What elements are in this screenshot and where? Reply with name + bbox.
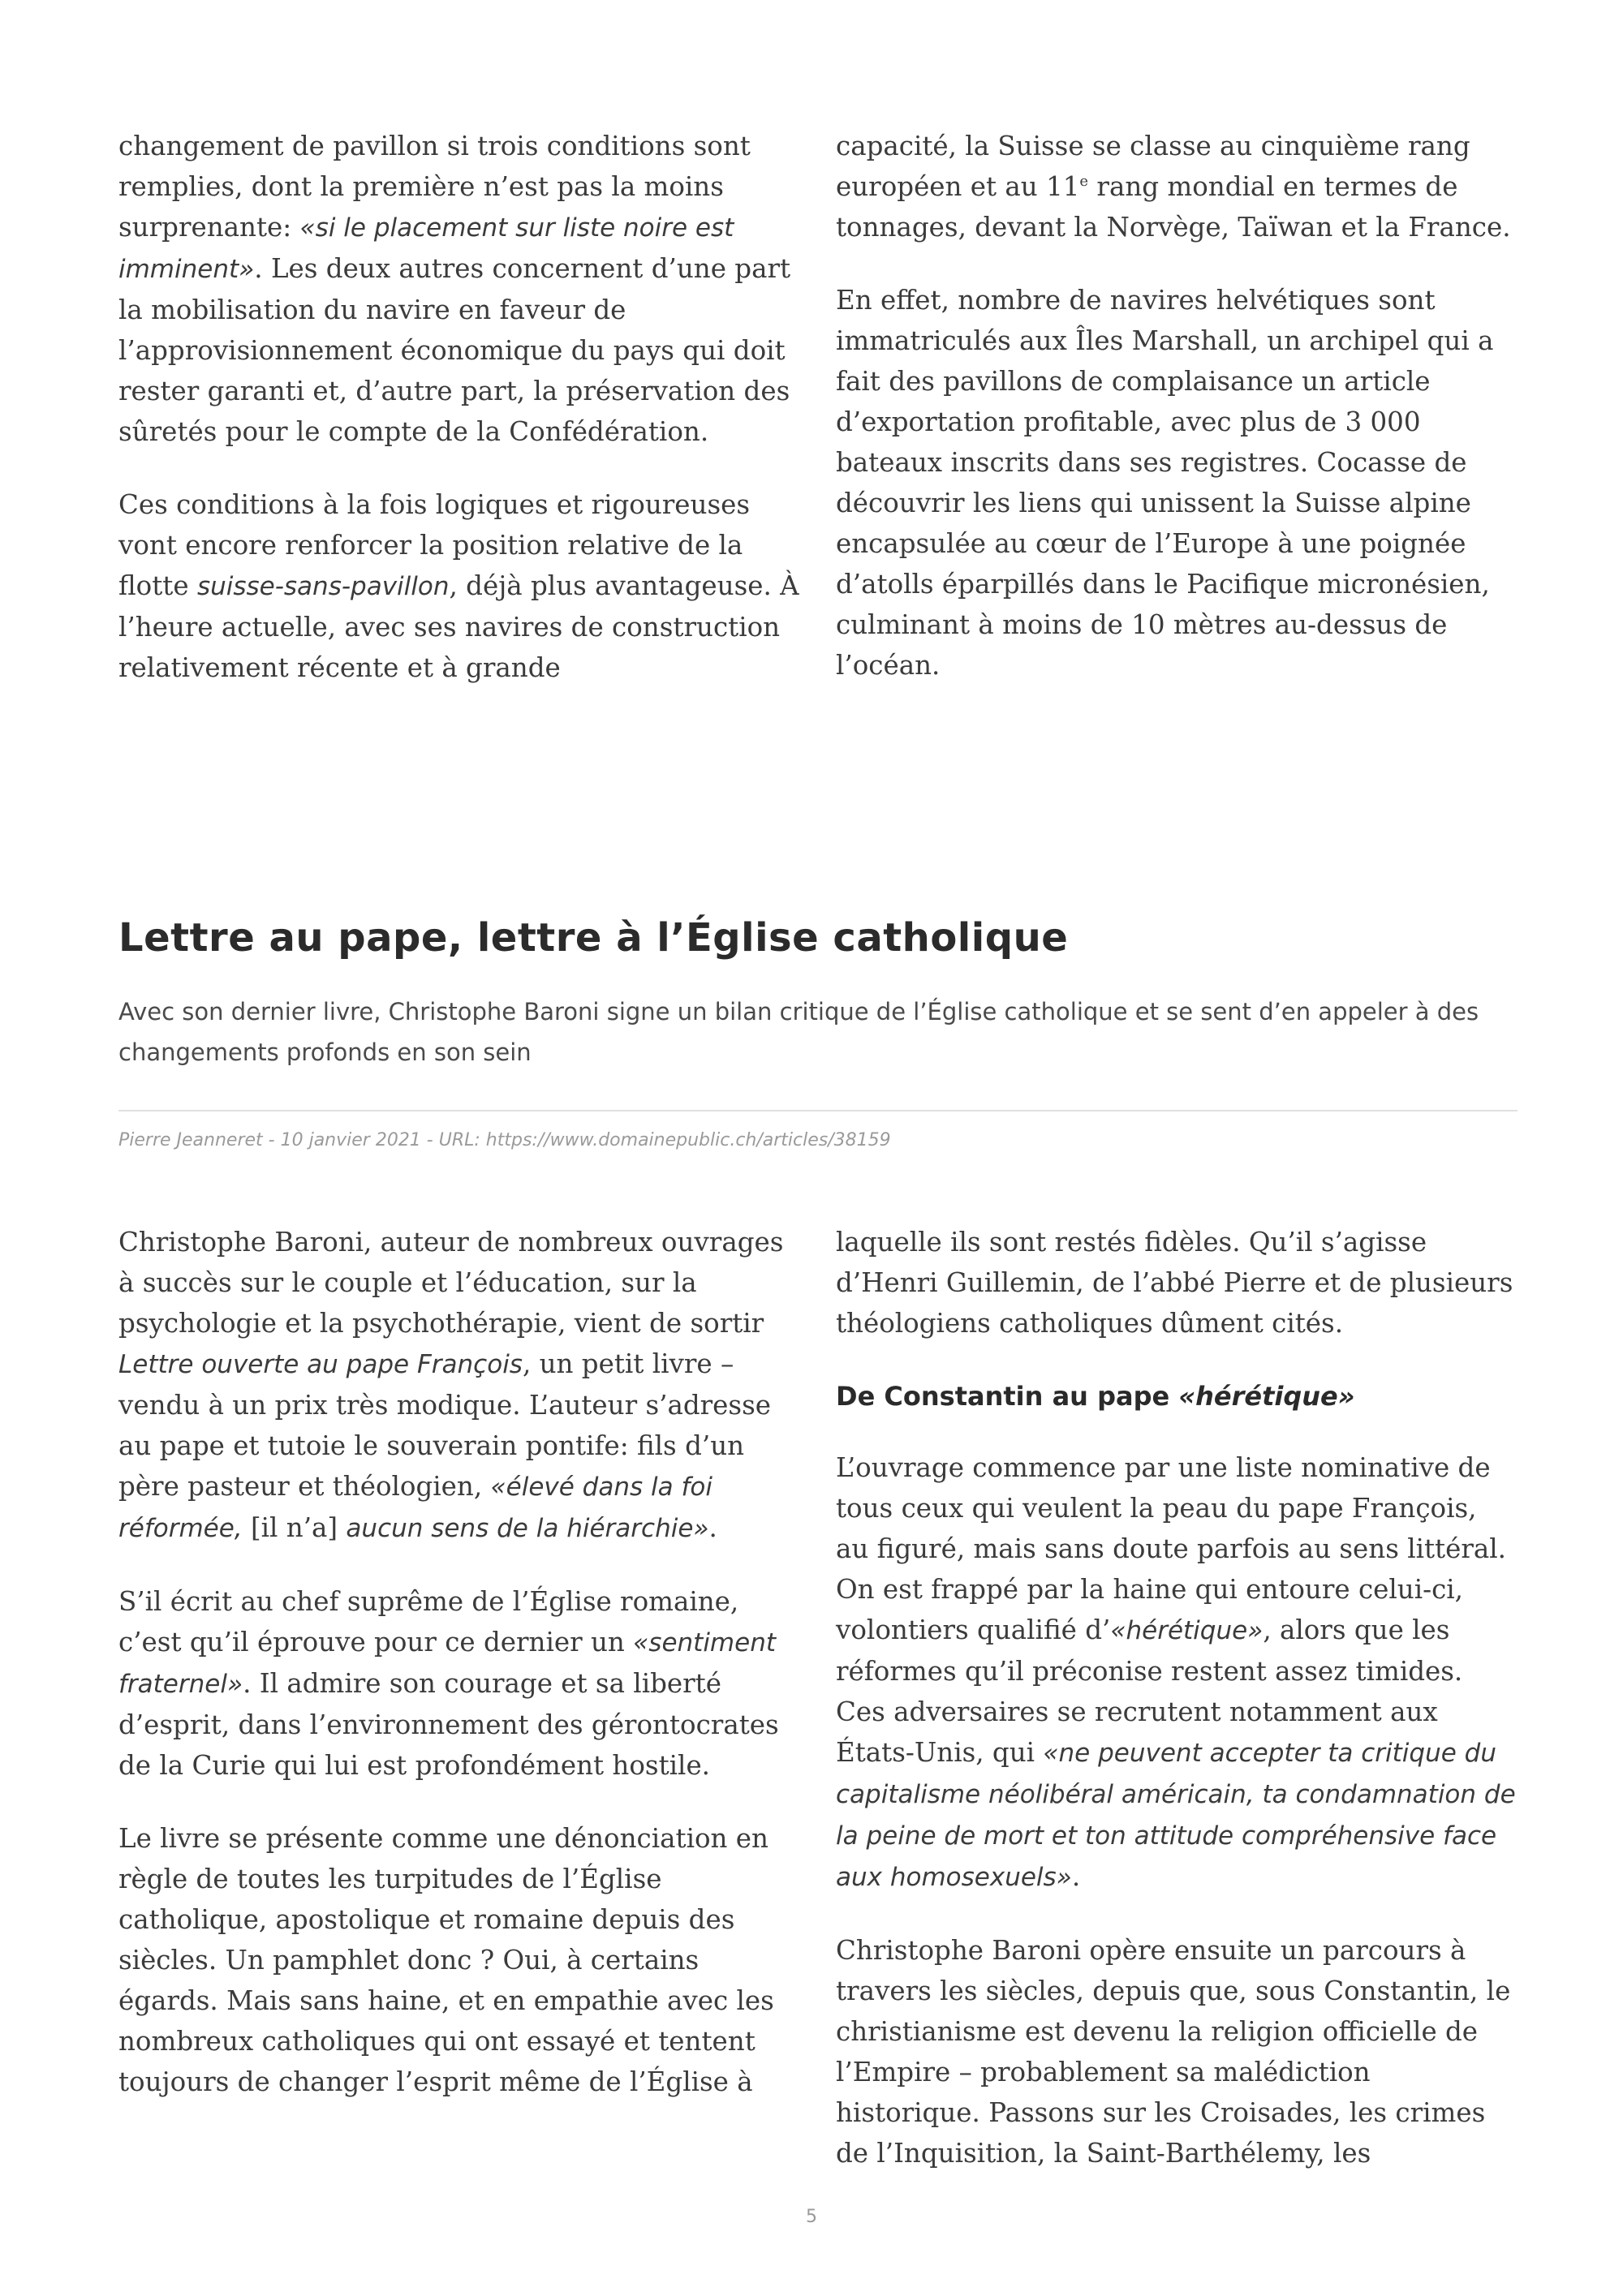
text: . [708,1512,717,1543]
quote: «si le placement sur liste noire est imminent» [118,213,734,284]
paragraph: Le livre se présente comme une dénonciation en règle de toutes les turpitudes de l’Église catholique, apostolique et romaine depuis des siècles. Un pamphlet donc ? Oui, à certains égards. Mais sans haine, et en empathie avec les nombreux catholiques qui ont essayé et tentent toujours de changer l’esprit même de l’Église à [118,1823,774,2097]
text: De Constantin au pape [836,1381,1179,1412]
text: changement de pavillon si trois conditions sont remplies, dont la première n’est pas la moins surprenante: [118,131,751,243]
ordinal-superscript: e [1079,173,1089,191]
paragraph [118,484,800,688]
quote: «ne peuvent accepter ta critique du capitalisme néolibéral américain, ta condamnation de la peine de mort et ton attitude compréhensive face aux homosexuels» [836,1739,1516,1892]
text: Ces conditions à la fois logiques et rigoureuses vont encore renforcer la position relative de la flotte [118,489,751,601]
quote: «élevé dans la foi réformée, [118,1473,712,1543]
text: L’ouvrage commence par une liste nominative de tous ceux qui veulent la peau du pape François, au figuré, mais sans doute parfois au sens littéral. On est frappé par la haine qui entoure celui-ci, volontiers qualifié d’ [836,1452,1506,1645]
article-meta: Pierre Jeanneret - 10 janvier 2021 - URL: https://www.domainepublic.ch/articles/38159 [118,1130,891,1150]
text: S’il écrit au chef suprême de l’Église romaine, c’est qu’il éprouve pour ce dernier un [118,1586,739,1658]
text: , déjà plus avantageuse. À l’heure actuelle, avec ses navires de construction relativement récente et à grande [118,570,799,683]
text: , un petit livre – vendu à un prix très modique. L’auteur s’adresse au pape et tutoie le souverain pontife: fils d’un père pasteur et théologien, [118,1348,772,1502]
quote: aucun sens de la hiérarchie» [346,1514,709,1543]
article-title: Lettre au pape, lettre à l’Église catholique [118,915,1069,961]
text: capacité, la Suisse se classe au cinquième rang européen et au 11 [836,131,1470,202]
text: rang mondial en termes de tonnages, devant la Norvège, Taïwan et la France. [836,171,1511,243]
article-subtitle: Avec son dernier livre, Christophe Baroni signe un bilan critique de l’Église catholique et se sent d’en appeler à des changements profonds en son sein [118,998,1479,1066]
book-title: Lettre ouverte au pape François [118,1350,523,1379]
paragraph: En effet, nombre de navires helvétiques sont immatriculés aux Îles Marshall, un archipel qui a fait des pavillons de complaisance un article d’exportation profitable, avec plus de 3 000 bateaux inscrits dans ses registres. Cocasse de découvrir les liens qui unissent la Suisse alpine encapsulée au cœur de l’Europe à une poignée d’atolls éparpillés dans le Pacifique micronésien, culminant à moins de 10 mètres au-dessus de l’océan. [836,285,1494,681]
paragraph [836,1447,1518,1898]
divider [118,1110,1518,1111]
quote: «sentiment fraternel» [118,1628,776,1699]
text: . Il admire son courage et sa liberté d’esprit, dans l’environnement des gérontocrates de la Curie qui lui est profondément hostile. [118,1668,779,1781]
article2-column-right [836,1222,1518,2206]
text: , alors que les réformes qu’il préconise restent assez timides. Ces adversaires se recrutent notamment aux États-Unis, qui [836,1615,1463,1768]
emphasis: «hérétique» [1178,1381,1355,1412]
text: . Les deux autres concernent d’une part la mobilisation du navire en faveur de l’approvisionnement économique du pays qui doit rester garanti et, d’autre part, la préservation des sûretés pour le compte de la Confédération. [118,253,791,447]
text: [il n’a] [242,1512,347,1543]
quote: «hérétique» [1110,1616,1264,1645]
paragraph: laquelle ils sont restés fidèles. Qu’il s’agisse d’Henri Guillemin, de l’abbé Pierre et de plusieurs théologiens catholiques dûment cités. [836,1227,1513,1339]
text: Christophe Baroni, auteur de nombreux ouvrages à succès sur le couple et l’éducation, sur la psychologie et la psychothérapie, vient de sortir [118,1227,784,1339]
section-heading [836,1376,1518,1417]
emphasis: suisse-sans-pavillon [196,572,450,601]
page-number: 5 [806,2207,817,2227]
article2-column-left [118,1222,800,2135]
paragraph [118,126,800,452]
paragraph: Christophe Baroni opère ensuite un parcours à travers les siècles, depuis que, sous Constantin, le christianisme est devenu la religion officielle de l’Empire – probablement sa malédiction historique. Passons sur les Croisades, les crimes de l’Inquisition, la Saint-Barthélemy, les [836,1935,1511,2169]
article1-column-right [836,126,1518,718]
paragraph [118,1222,800,1549]
article1-column-left [118,126,800,720]
text: . [1071,1861,1081,1892]
paragraph [836,126,1518,247]
paragraph [118,1581,800,1786]
